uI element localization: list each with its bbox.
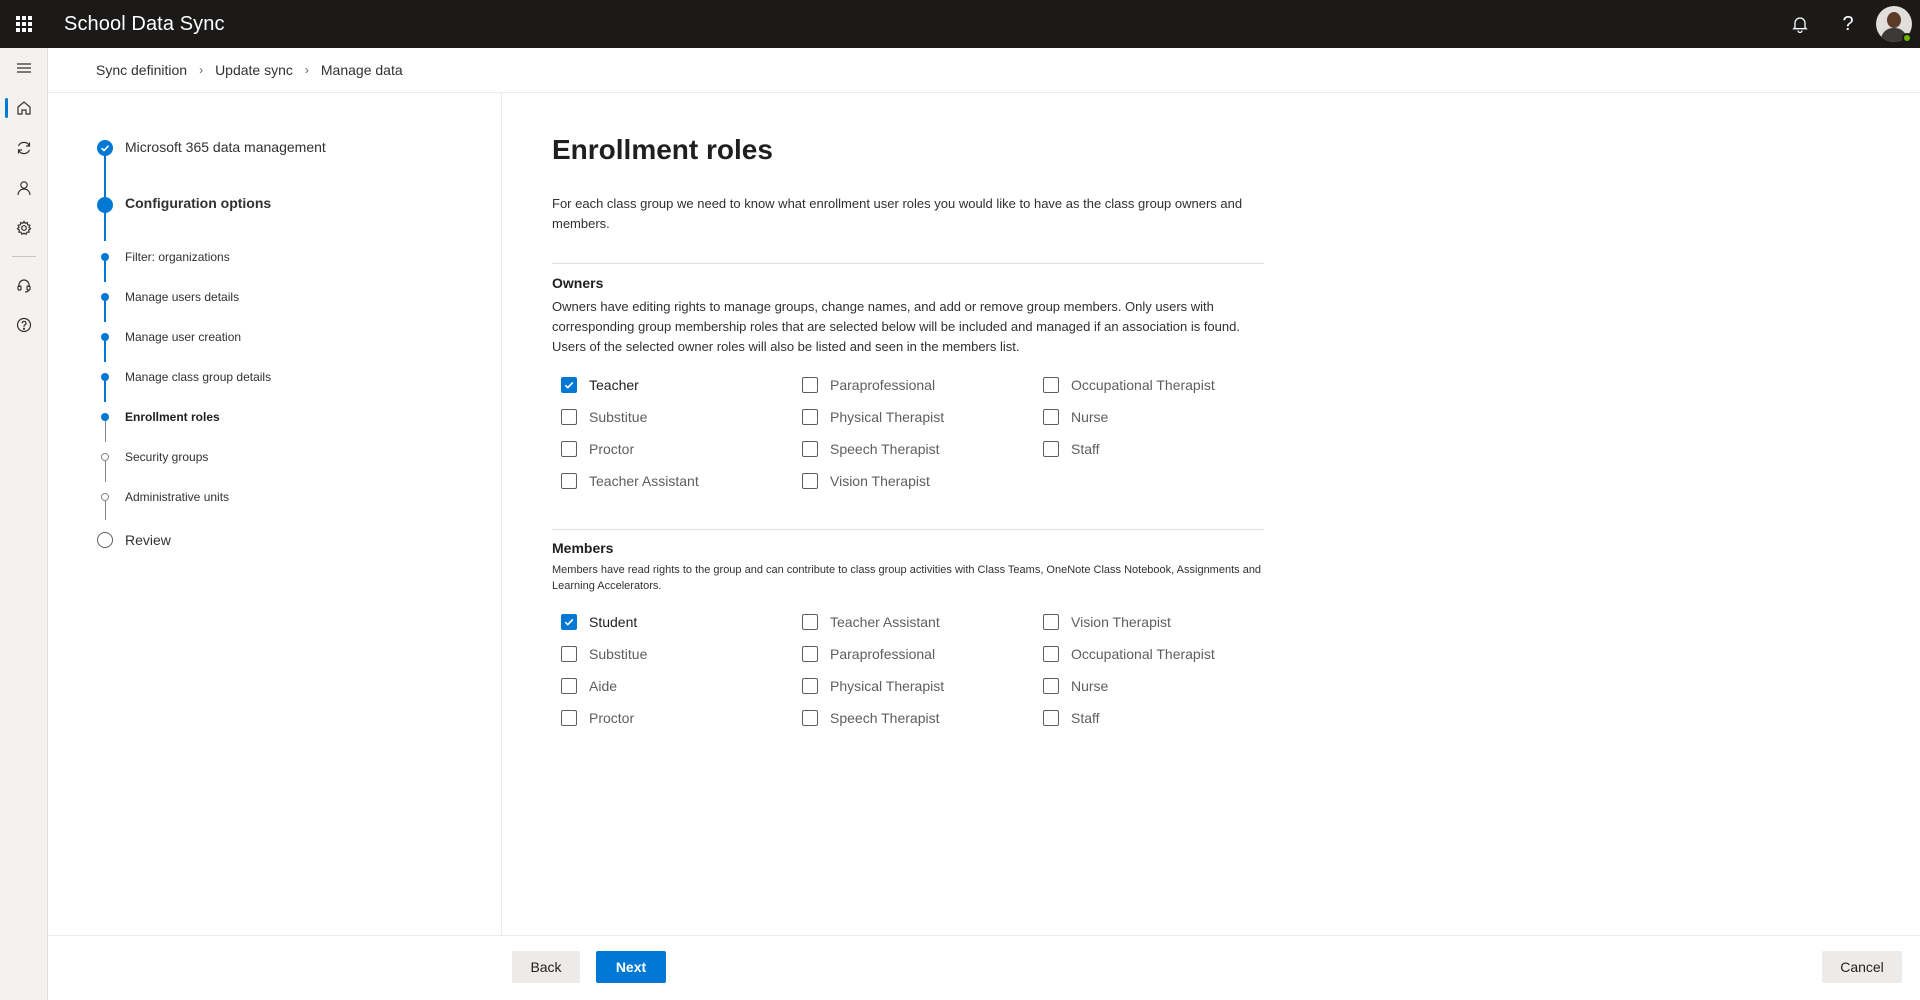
help-icon: ?: [1842, 12, 1854, 35]
checkbox-icon[interactable]: [802, 614, 818, 630]
wizard-footer: [48, 935, 1920, 1000]
checkbox-label: Student: [589, 614, 638, 630]
sync-icon: [16, 140, 32, 156]
checkbox-label: Physical Therapist: [830, 409, 945, 425]
members-checkbox-substitue[interactable]: [552, 644, 647, 664]
checkbox-icon[interactable]: [802, 646, 818, 662]
page-title: Enrollment roles: [552, 134, 773, 165]
owners-checkbox-physical-therapist[interactable]: [793, 407, 944, 427]
checkbox-label: Teacher Assistant: [830, 614, 940, 630]
members-description: Members have read rights to the group and can contribute to class group activities with Class Teams, OneNote Class Notebook, Assignments and Learning Accelerators.: [552, 564, 1262, 592]
step-label: Manage users details: [125, 290, 240, 304]
checkbox-icon[interactable]: [1043, 441, 1059, 457]
help-circle-icon: [16, 317, 32, 333]
page-intro: For each class group we need to know what enrollment user roles you would like to have as the class group owners and members.: [552, 196, 1243, 231]
checkbox-label: Proctor: [589, 441, 635, 457]
step-dot: [97, 532, 113, 548]
app-launcher-button[interactable]: [0, 0, 48, 48]
step-dot: [97, 197, 113, 213]
checkbox-icon[interactable]: [561, 441, 577, 457]
step-dot: [101, 493, 109, 501]
checkbox-label: Paraprofessional: [830, 646, 936, 662]
checkbox-label: Proctor: [589, 710, 635, 726]
person-icon: [16, 180, 32, 196]
checkbox-icon[interactable]: [802, 409, 818, 425]
checkbox-icon[interactable]: [802, 441, 818, 457]
checkbox-label: Aide: [589, 678, 618, 694]
owners-checkbox-staff[interactable]: [1034, 439, 1100, 459]
step-label: Review: [125, 532, 171, 548]
checkbox-icon[interactable]: [802, 710, 818, 726]
checkbox-label: Staff: [1071, 441, 1100, 457]
app-title[interactable]: School Data Sync: [64, 12, 225, 35]
left-nav-rail: [0, 48, 48, 1000]
step-dot: [101, 453, 109, 461]
owners-checkbox-substitue[interactable]: [552, 407, 647, 427]
step-label: Configuration options: [125, 195, 272, 211]
nav-collapse-button[interactable]: [0, 48, 48, 88]
step-dot: [101, 333, 109, 341]
step-dot: [101, 253, 109, 261]
owners-checkbox-proctor[interactable]: [552, 439, 634, 459]
checkbox-icon[interactable]: [1043, 409, 1059, 425]
step-connector: [104, 154, 106, 197]
step-dot: [101, 413, 109, 421]
breadcrumb-manage-data[interactable]: Manage data: [320, 62, 403, 78]
checkbox-icon[interactable]: [1043, 678, 1059, 694]
step-label: Manage class group details: [125, 370, 272, 384]
members-checkbox-speech-therapist[interactable]: [793, 708, 939, 728]
step-label: Microsoft 365 data management: [125, 139, 326, 155]
owners-checkbox-nurse[interactable]: [1034, 407, 1108, 427]
back-button[interactable]: Back: [512, 951, 580, 983]
members-checkbox-vision-therapist[interactable]: [1034, 612, 1171, 632]
checkbox-icon[interactable]: [802, 473, 818, 489]
top-bar: [0, 0, 1920, 48]
chevron-right-icon: ›: [304, 63, 309, 77]
presence-indicator: [1902, 33, 1912, 43]
checkbox-label: Staff: [1071, 710, 1100, 726]
checkbox-icon[interactable]: [561, 646, 577, 662]
step-label: Filter: organizations: [125, 250, 230, 264]
gear-icon: [16, 220, 32, 236]
members-title: Members: [552, 540, 614, 556]
checkbox-icon[interactable]: [1043, 614, 1059, 630]
checkbox-icon[interactable]: [561, 710, 577, 726]
owners-checkbox-occupational-therapist[interactable]: [1034, 375, 1215, 395]
checkbox-label: Speech Therapist: [830, 441, 940, 457]
checkbox-checked-icon[interactable]: [561, 377, 577, 393]
owners-title: Owners: [552, 275, 604, 291]
checkbox-checked-icon[interactable]: [561, 614, 577, 630]
nav-settings[interactable]: [0, 208, 48, 248]
members-checkbox-aide[interactable]: [552, 676, 617, 696]
nav-support[interactable]: [0, 265, 48, 305]
section-divider: [552, 263, 1264, 264]
waffle-icon: [16, 16, 32, 32]
nav-home[interactable]: [0, 88, 48, 128]
home-icon: [16, 100, 32, 116]
members-checkbox-nurse[interactable]: [1034, 676, 1108, 696]
checkbox-label: Occupational Therapist: [1071, 646, 1215, 662]
step-connector: [104, 211, 106, 241]
checkbox-label: Physical Therapist: [830, 678, 945, 694]
hamburger-icon: [16, 60, 32, 76]
step-dot: [101, 293, 109, 301]
section-divider: [552, 529, 1264, 530]
members-checkbox-teacher-assistant[interactable]: [793, 612, 940, 632]
checkbox-icon[interactable]: [1043, 710, 1059, 726]
checkbox-icon[interactable]: [1043, 377, 1059, 393]
checkbox-icon[interactable]: [561, 678, 577, 694]
checkbox-icon[interactable]: [1043, 646, 1059, 662]
chevron-right-icon: ›: [199, 63, 204, 77]
members-checkbox-student[interactable]: [552, 612, 637, 632]
nav-help[interactable]: [0, 305, 48, 345]
checkbox-label: Nurse: [1071, 409, 1109, 425]
checkbox-icon[interactable]: [802, 377, 818, 393]
next-button[interactable]: Next: [596, 951, 666, 983]
notifications-button[interactable]: [1776, 0, 1824, 48]
checkbox-icon[interactable]: [561, 409, 577, 425]
checkbox-label: Paraprofessional: [830, 377, 936, 393]
owners-checkbox-teacher-assistant[interactable]: [552, 471, 699, 491]
checkbox-label: Vision Therapist: [1071, 614, 1171, 630]
owners-description: Owners have editing rights to manage groups, change names, and add or remove group members. Only users with corresponding group membership roles that are selected below will be included and managed if an association is found. Users of the selected owner roles will also be listed and seen in the members list.: [552, 299, 1240, 354]
owners-checkbox-paraprofessional[interactable]: [793, 375, 935, 395]
checkbox-label: Speech Therapist: [830, 710, 940, 726]
breadcrumb: [48, 48, 1920, 93]
step-label: Manage user creation: [125, 330, 242, 344]
checkbox-label: Substitue: [589, 646, 648, 662]
step-label: Enrollment roles: [125, 410, 220, 424]
checkbox-label: Vision Therapist: [830, 473, 930, 489]
members-checkbox-occupational-therapist[interactable]: [1034, 644, 1215, 664]
checkmark-icon: [97, 140, 113, 156]
step-dot: [101, 373, 109, 381]
checkbox-icon[interactable]: [802, 678, 818, 694]
checkbox-icon[interactable]: [561, 473, 577, 489]
checkbox-label: Substitue: [589, 409, 648, 425]
breadcrumb-update-sync[interactable]: Update sync: [215, 62, 293, 78]
wizard-steps-panel: [48, 93, 502, 935]
members-checkbox-proctor[interactable]: [552, 708, 634, 728]
step-label: Administrative units: [125, 490, 230, 504]
checkbox-label: Teacher: [589, 377, 639, 393]
members-checkbox-physical-therapist[interactable]: [793, 676, 944, 696]
owners-checkbox-vision-therapist[interactable]: [793, 471, 930, 491]
breadcrumb-sync-definition[interactable]: Sync definition: [96, 62, 188, 78]
members-checkbox-paraprofessional[interactable]: [793, 644, 935, 664]
help-button[interactable]: [1824, 0, 1872, 48]
headset-icon: [16, 277, 32, 293]
owners-checkbox-speech-therapist[interactable]: [793, 439, 939, 459]
checkbox-label: Occupational Therapist: [1071, 377, 1215, 393]
nav-divider: [12, 256, 36, 257]
checkbox-label: Nurse: [1071, 678, 1109, 694]
checkbox-label: Teacher Assistant: [589, 473, 699, 489]
owners-checkbox-teacher[interactable]: [552, 375, 639, 395]
nav-sync[interactable]: [0, 128, 48, 168]
bell-icon: [1791, 15, 1809, 33]
members-checkbox-staff[interactable]: [1034, 708, 1100, 728]
cancel-button[interactable]: Cancel: [1822, 951, 1902, 983]
nav-people[interactable]: [0, 168, 48, 208]
step-label: Security groups: [125, 450, 209, 464]
